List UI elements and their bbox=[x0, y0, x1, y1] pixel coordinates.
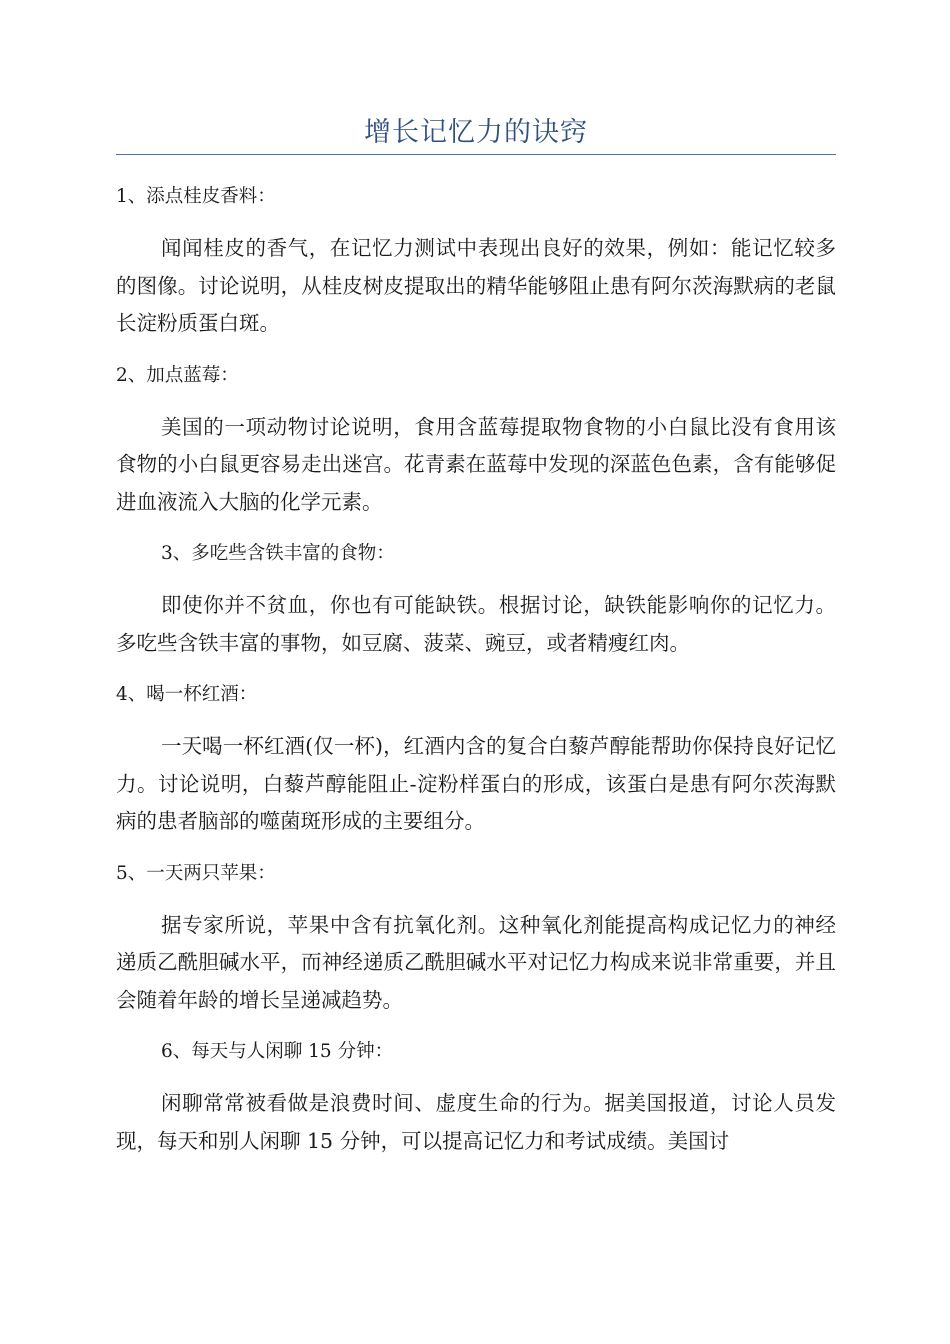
document-title: 增长记忆力的诀窍 bbox=[364, 117, 588, 148]
section-body-2: 美国的一项动物讨论说明，食用含蓝莓提取物食物的小白鼠比没有食用该食物的小白鼠更容易走出迷宫。花青素在蓝莓中发现的深蓝色色素，含有能够促进血液流入大脑的化学元素。 bbox=[116, 414, 836, 514]
section-body-5: 据专家所说，苹果中含有抗氧化剂。这种氧化剂能提高构成记忆力的神经递质乙酰胆碱水平，而神经递质乙酰胆碱水平对记忆力构成来说非常重要，并且会随着年龄的增长呈递减趋势。 bbox=[116, 912, 836, 1012]
section-body-3: 即使你并不贫血，你也有可能缺铁。根据讨论，缺铁能影响你的记忆力。多吃些含铁丰富的事物，如豆腐、菠菜、豌豆，或者精瘦红肉。 bbox=[116, 593, 836, 655]
section-heading-3: 3、多吃些含铁丰富的食物： bbox=[161, 543, 395, 564]
section-heading-2: 2、加点蓝莓： bbox=[116, 364, 239, 386]
section-body-1: 闻闻桂皮的香气，在记忆力测试中表现出良好的效果，例如：能记忆较多的图像。讨论说明，从桂皮树皮提取出的精华能够阻止患有阿尔茨海默病的老鼠长淀粉质蛋白斑。 bbox=[116, 236, 836, 335]
section-body-4: 一天喝一杯红酒(仅一杯)，红酒内含的复合白藜芦醇能帮助你保持良好记忆力。讨论说明，白藜芦醇能阻止-淀粉样蛋白的形成，该蛋白是患有阿尔茨海默病的患者脑部的噬菌斑形成的主要组分。 bbox=[116, 734, 836, 833]
section-body-6: 闲聊常常被看做是浪费时间、虚度生命的行为。据美国报道，讨论人员发现，每天和别人闲聊 15 分钟，可以提高记忆力和考试成绩。美国讨 bbox=[116, 1091, 836, 1153]
title-underline bbox=[116, 154, 836, 155]
section-heading-6: 6、每天与人闲聊 15 分钟： bbox=[161, 1041, 394, 1062]
section-heading-1: 1、添点桂皮香料： bbox=[116, 186, 276, 207]
section-heading-5: 5、一天两只苹果： bbox=[116, 862, 276, 884]
section-heading-4: 4、喝一杯红酒： bbox=[116, 684, 258, 705]
document-body bbox=[116, 178, 836, 1174]
